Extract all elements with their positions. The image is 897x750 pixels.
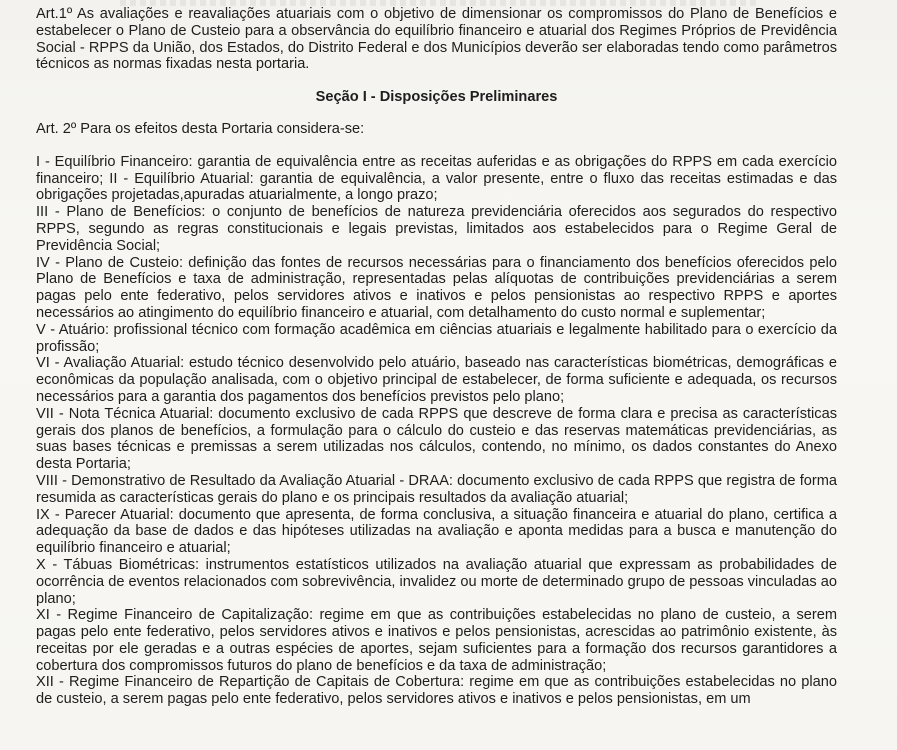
- item-v: V - Atuário: profissional técnico com formação acadêmica em ciências atuariais e legalmente habilitado para o exercício da profissão;: [36, 321, 837, 355]
- item-ix: IX - Parecer Atuarial: documento que apresenta, de forma conclusiva, a situação financeira e atuarial do plano, certifica a adequação da base de dados e das hipóteses utilizadas na avaliação e aponta medidas para a busca e manutenção do equilíbrio financeiro e atuarial;: [36, 506, 837, 557]
- item-vi: VI - Avaliação Atuarial: estudo técnico desenvolvido pelo atuário, baseado nas características biométricas, demográficas e econômicas da população analisada, com o objetivo principal de estabelecer, de forma suficiente e adequada, os recursos necessários para a garantia dos pagamentos dos benefícios previstos pelo plano;: [36, 355, 837, 405]
- document-body: [36, 6, 837, 708]
- article-2: Art. 2º Para os efeitos desta Portaria considera-se:: [36, 120, 365, 137]
- section-title: Seção I - Disposições Preliminares: [315, 89, 558, 106]
- item-viii: VIII - Demonstrativo de Resultado da Avaliação Atuarial - DRAA: documento exclusivo de cada RPPS que registra de forma resumida as características gerais do plano e os principais resultados da avaliação atuarial;: [36, 472, 837, 506]
- item-iv: IV - Plano de Custeio: definição das fontes de recursos necessárias para o financiamento dos benefícios oferecidos pelo Plano de Benefícios e taxa de administração, representadas pelas alíquotas de contribuições previdenciárias a serem pagas pelo ente federativo, pelos servidores ativos e inativos e pelos pensionistas ao respectivo RPPS e aportes necessários ao atingimento do equilíbrio financeiro e atuarial, com detalhamento do custo normal e suplementar;: [36, 254, 837, 321]
- item-xii: XII - Regime Financeiro de Repartição de Capitais de Cobertura: regime em que as contribuições estabelecidas no plano de custeio, a serem pagas pelo ente federativo, pelos servidores ativos e inativos e pelos pensionistas, em um: [36, 674, 837, 708]
- item-xi: XI - Regime Financeiro de Capitalização: regime em que as contribuições estabelecidas no plano de custeio, a serem pagas pelo ente federativo, pelos servidores ativos e inativos e pelos pensionistas, acrescidas ao patrimônio existente, às receitas por ele geradas e a outras espécies de aportes, sejam suficientes para a formação dos recursos garantidores a cobertura dos compromissos futuros do plano de benefícios e da taxa de administração;: [36, 607, 837, 674]
- article-1: Art.1º As avaliações e reavaliações atuariais com o objetivo de dimensionar os compromissos do Plano de Benefícios e estabelecer o Plano de Custeio para a observância do equilíbrio financeiro e atuarial dos Regimes Próprios de Previdência Social - RPPS da União, dos Estados, do Distrito Federal e dos Municípios deverão ser elaboradas tendo como parâmetros técnicos as normas fixadas nesta portaria.: [36, 6, 837, 73]
- item-i-ii: I - Equilíbrio Financeiro: garantia de equivalência entre as receitas auferidas e as obrigações do RPPS em cada exercício financeiro; II - Equilíbrio Atuarial: garantia de equivalência, a valor presente, entre o fluxo das receitas estimadas e das obrigações projetadas,apuradas atuarialmente, a longo prazo;: [36, 153, 837, 204]
- item-iii: III - Plano de Benefícios: o conjunto de benefícios de natureza previdenciária oferecidos aos segurados do respectivo RPPS, segundo as regras constitucionais e legais previstas, limitados aos estabelecidos para o Regime Geral de Previdência Social;: [36, 204, 837, 254]
- item-vii: VII - Nota Técnica Atuarial: documento exclusivo de cada RPPS que descreve de forma clara e precisa as características gerais dos planos de benefícios, a formulação para o cálculo do custeio e das reservas matemáticas previdenciárias, as suas bases técnicas e premissas a serem utilizadas nos cálculos, contendo, no mínimo, os dados constantes do Anexo desta Portaria;: [36, 405, 837, 473]
- item-x: X - Tábuas Biométricas: instrumentos estatísticos utilizados na avaliação atuarial que expressam as probabilidades de ocorrência de eventos relacionados com sobrevivência, invalidez ou morte de determinado grupo de pessoas vinculadas ao plano;: [36, 556, 837, 607]
